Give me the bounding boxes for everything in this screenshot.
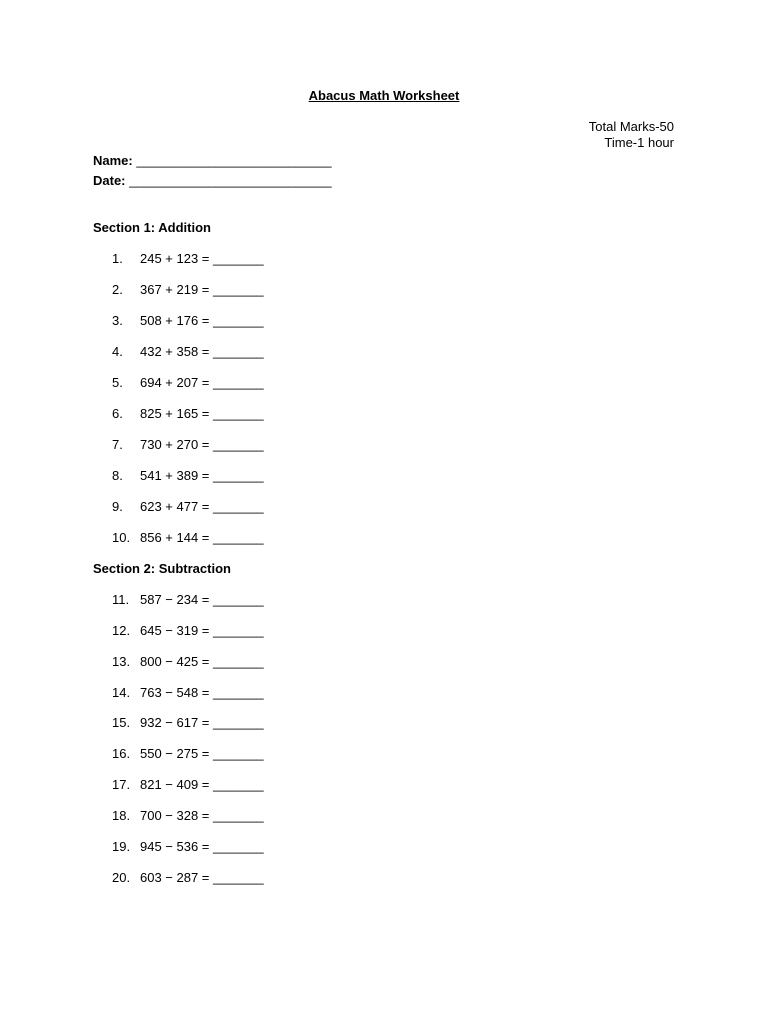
question-item xyxy=(112,499,264,515)
question-item xyxy=(112,344,264,360)
question-number: 8. xyxy=(112,468,123,483)
question-number: 2. xyxy=(112,282,123,297)
question-number: 1. xyxy=(112,251,123,266)
question-item xyxy=(112,251,264,267)
question-item xyxy=(112,808,264,824)
question-number: 9. xyxy=(112,499,123,514)
question-text: 825 + 165 = _______ xyxy=(140,406,264,421)
question-item xyxy=(112,746,264,762)
question-text: 245 + 123 = _______ xyxy=(140,251,264,266)
question-text: 800 − 425 = _______ xyxy=(140,654,264,669)
question-text: 763 − 548 = _______ xyxy=(140,685,264,700)
question-item xyxy=(112,313,264,329)
question-item xyxy=(112,839,264,855)
question-item xyxy=(112,685,264,701)
section-heading-subtraction: Section 2: Subtraction xyxy=(93,561,231,576)
question-number: 15. xyxy=(112,715,131,730)
question-text: 645 − 319 = _______ xyxy=(140,623,264,638)
name-label: Name: xyxy=(93,153,133,168)
question-number: 3. xyxy=(112,313,123,328)
question-number: 6. xyxy=(112,406,123,421)
question-item xyxy=(112,623,264,639)
question-item xyxy=(112,437,264,453)
question-number: 17. xyxy=(112,777,131,792)
time-limit: Time-1 hour xyxy=(604,135,674,150)
question-text: 550 − 275 = _______ xyxy=(140,746,264,761)
total-marks: Total Marks-50 xyxy=(588,119,674,134)
question-item xyxy=(112,777,264,793)
question-item xyxy=(112,375,264,391)
student-fields xyxy=(93,151,332,191)
question-number: 14. xyxy=(112,685,131,700)
question-number: 18. xyxy=(112,808,131,823)
question-text: 694 + 207 = _______ xyxy=(140,375,264,390)
question-text: 587 − 234 = _______ xyxy=(140,592,264,607)
section-heading-addition: Section 1: Addition xyxy=(93,220,211,235)
name-row xyxy=(93,151,332,171)
question-text: 730 + 270 = _______ xyxy=(140,437,264,452)
question-number: 10. xyxy=(112,530,131,545)
question-text: 932 − 617 = _______ xyxy=(140,715,264,730)
question-text: 541 + 389 = _______ xyxy=(140,468,264,483)
question-item xyxy=(112,406,264,422)
question-number: 20. xyxy=(112,870,131,885)
question-item xyxy=(112,530,264,546)
question-item xyxy=(112,870,264,886)
date-row xyxy=(93,171,332,191)
question-item xyxy=(112,282,264,298)
question-item xyxy=(112,468,264,484)
date-blank: ____________________________ xyxy=(129,173,332,188)
question-number: 5. xyxy=(112,375,123,390)
question-item xyxy=(112,592,264,608)
question-text: 432 + 358 = _______ xyxy=(140,344,264,359)
question-item xyxy=(112,715,264,731)
question-text: 367 + 219 = _______ xyxy=(140,282,264,297)
question-number: 19. xyxy=(112,839,131,854)
question-number: 12. xyxy=(112,623,131,638)
question-text: 700 − 328 = _______ xyxy=(140,808,264,823)
question-text: 508 + 176 = _______ xyxy=(140,313,264,328)
question-text: 603 − 287 = _______ xyxy=(140,870,264,885)
question-text: 821 − 409 = _______ xyxy=(140,777,264,792)
question-number: 13. xyxy=(112,654,131,669)
question-number: 7. xyxy=(112,437,123,452)
question-number: 4. xyxy=(112,344,123,359)
question-number: 11. xyxy=(112,592,130,607)
question-text: 623 + 477 = _______ xyxy=(140,499,264,514)
exam-meta xyxy=(589,119,674,151)
question-number: 16. xyxy=(112,746,131,761)
date-label: Date: xyxy=(93,173,126,188)
worksheet-title: Abacus Math Worksheet xyxy=(308,88,460,103)
question-text: 945 − 536 = _______ xyxy=(140,839,264,854)
name-blank: ___________________________ xyxy=(136,153,332,168)
question-item xyxy=(112,654,264,670)
question-text: 856 + 144 = _______ xyxy=(140,530,264,545)
